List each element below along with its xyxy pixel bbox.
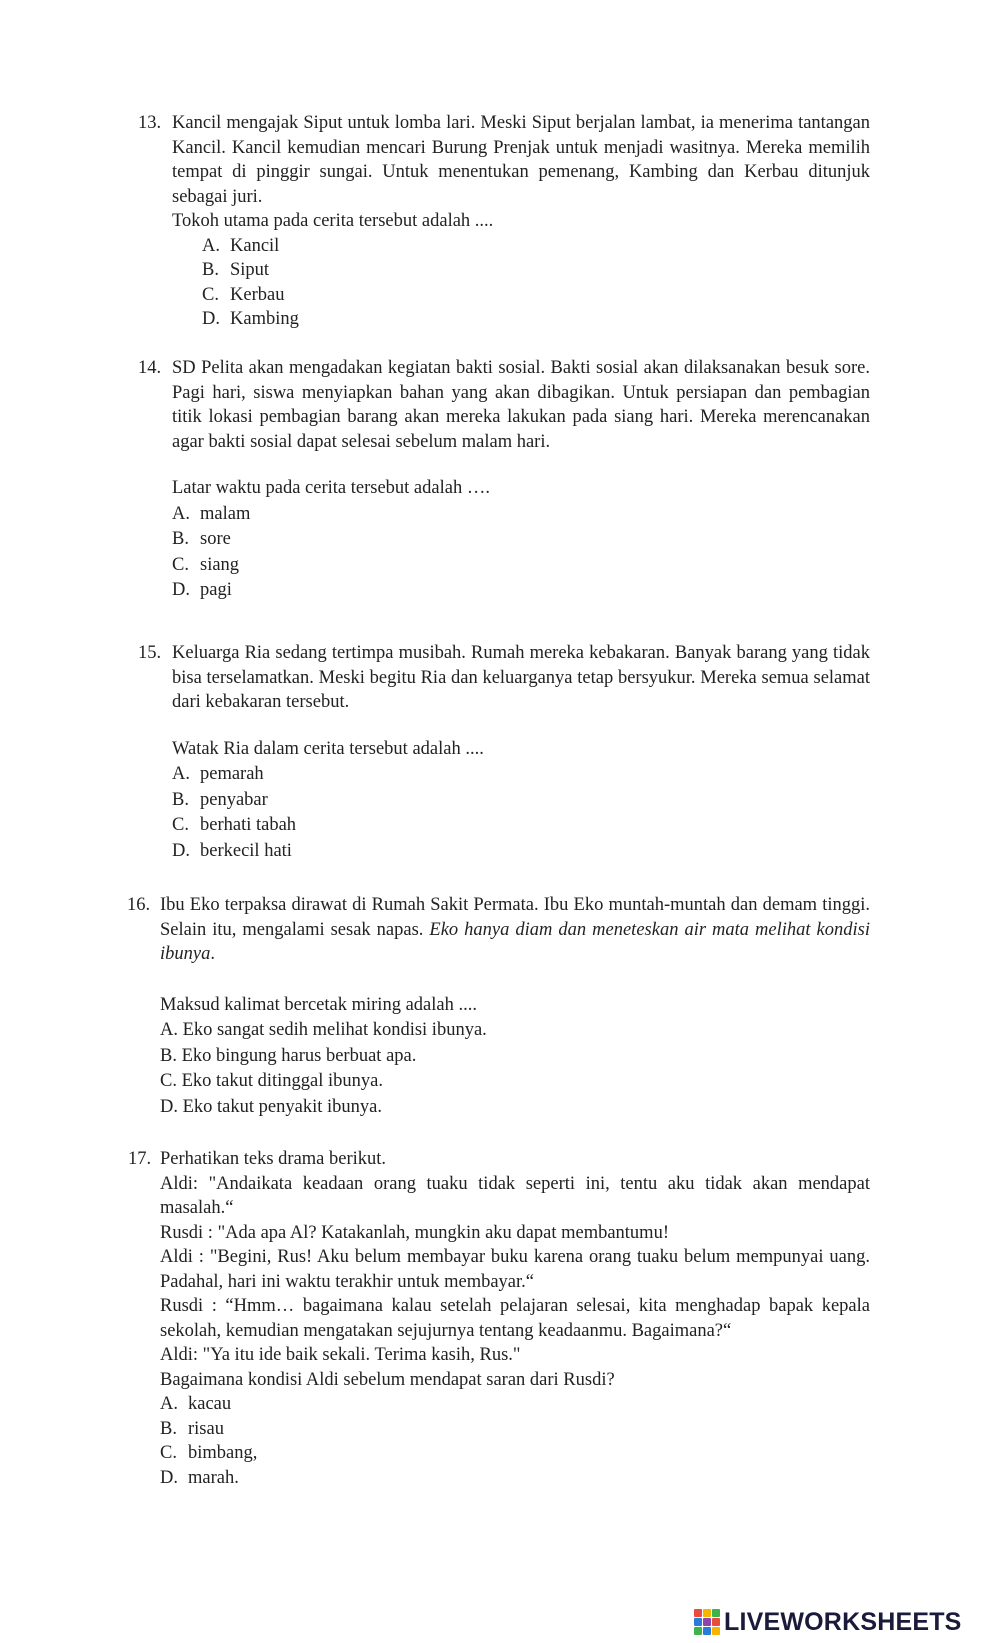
liveworksheets-logo bbox=[694, 1606, 994, 1638]
question-15 bbox=[138, 641, 870, 863]
question-number: 14. bbox=[138, 358, 162, 378]
answer-option-b[interactable]: B. Siput bbox=[202, 260, 270, 280]
question-16 bbox=[127, 893, 870, 1119]
answer-option-b[interactable]: B. risau bbox=[160, 1418, 224, 1439]
question-number: 15. bbox=[138, 643, 162, 663]
answer-option-d[interactable]: D. berkecil hati bbox=[172, 840, 292, 861]
answer-option-a[interactable]: A. malam bbox=[172, 503, 251, 524]
answer-option-b[interactable]: B. penyabar bbox=[172, 789, 268, 810]
question-number: 13. bbox=[138, 113, 162, 133]
question-17 bbox=[128, 1147, 870, 1490]
question-intro: Perhatikan teks drama berikut. bbox=[160, 1149, 387, 1169]
answer-option-b[interactable]: B. sore bbox=[172, 529, 231, 549]
question-14 bbox=[138, 356, 870, 603]
dialogue-line: Aldi: "Ya itu ide baik sekali. Terima kasih, Rus." bbox=[160, 1345, 521, 1365]
answer-option-a[interactable]: A. pemarah bbox=[172, 764, 264, 784]
question-13 bbox=[138, 111, 870, 332]
question-passage: Ibu Eko terpaksa dirawat di Rumah Sakit Permata. Ibu Eko muntah-muntah dan demam tinggi. Selain itu, mengalami sesak napas. Eko hanya diam dan meneteskan air mata melihat kondisi ibunya. bbox=[160, 895, 870, 964]
question-prompt: Tokoh utama pada cerita tersebut adalah .... bbox=[172, 211, 494, 231]
dialogue-line: Rusdi : “Hmm… bagaimana kalau setelah pelajaran selesai, kita menghadap bapak kepala sekolah, kemudian mengatakan sejujurnya tentang keadaanmu. Bagaimana?“ bbox=[160, 1296, 870, 1341]
answer-option-b[interactable]: B. Eko bingung harus berbuat apa. bbox=[160, 1045, 417, 1066]
answer-option-c[interactable]: C. Kerbau bbox=[202, 284, 285, 305]
answer-option-c[interactable]: C. berhati tabah bbox=[172, 815, 297, 835]
question-number: 16. bbox=[127, 895, 151, 915]
dialogue-line: Rusdi : "Ada apa Al? Katakanlah, mungkin aku dapat membantumu! bbox=[160, 1222, 669, 1243]
question-prompt: Watak Ria dalam cerita tersebut adalah .... bbox=[172, 738, 484, 759]
question-passage: Keluarga Ria sedang tertimpa musibah. Rumah mereka kebakaran. Banyak barang yang tidak bisa terselamatkan. Meski begitu Ria dan keluarganya tetap bersyukur. Mereka semua selamat dari kebakaran tersebut. bbox=[172, 643, 870, 712]
italic-sentence: Eko hanya diam dan meneteskan air mata melihat kondisi ibunya bbox=[160, 919, 870, 964]
answer-option-d[interactable]: D. pagi bbox=[172, 580, 232, 600]
logo-grid-icon bbox=[694, 1609, 720, 1635]
answer-option-d[interactable]: D. Kambing bbox=[202, 309, 299, 329]
answer-option-c[interactable]: C. siang bbox=[172, 554, 240, 575]
question-prompt: Bagaimana kondisi Aldi sebelum mendapat saran dari Rusdi? bbox=[160, 1369, 615, 1390]
question-passage: SD Pelita akan mengadakan kegiatan bakti sosial. Bakti sosial akan dilaksanakan besuk sore. Pagi hari, siswa menyiapkan bahan yang akan dibagikan. Untuk persiapan dan pembagian titik lokasi pembagian barang akan mereka lakukan pada siang hari. Mereka merencanakan agar bakti sosial dapat selesai sebelum malam hari. bbox=[172, 358, 870, 452]
question-prompt: Maksud kalimat bercetak miring adalah .... bbox=[160, 994, 477, 1015]
answer-option-a[interactable]: A. Eko sangat sedih melihat kondisi ibunya. bbox=[160, 1020, 487, 1040]
question-prompt: Latar waktu pada cerita tersebut adalah …. bbox=[172, 478, 490, 498]
question-number: 17. bbox=[128, 1149, 152, 1169]
answer-option-a[interactable]: A. Kancil bbox=[202, 235, 280, 256]
answer-option-a[interactable]: A. kacau bbox=[160, 1394, 232, 1414]
answer-option-c[interactable]: C. Eko takut ditinggal ibunya. bbox=[160, 1071, 384, 1091]
answer-option-c[interactable]: C. bimbang, bbox=[160, 1443, 258, 1463]
answer-option-d[interactable]: D. marah. bbox=[160, 1467, 239, 1488]
brand-name: LIVEWORKSHEETS bbox=[724, 1607, 962, 1636]
question-passage: Kancil mengajak Siput untuk lomba lari. Meski Siput berjalan lambat, ia menerima tantangan Kancil. Kancil kemudian mencari Burung Prenjak untuk menjadi wasitnya. Mereka memilih tempat di pinggir sungai. Untuk menentukan pemenang, Kambing dan Kerbau ditunjuk sebagai juri. bbox=[172, 113, 870, 207]
dialogue-line: Aldi : "Begini, Rus! Aku belum membayar buku karena orang tuaku belum mempunyai uang. Padahal, hari ini waktu terakhir untuk membayar.“ bbox=[160, 1247, 870, 1292]
answer-option-d[interactable]: D. Eko takut penyakit ibunya. bbox=[160, 1096, 382, 1117]
dialogue-line: Aldi: "Andaikata keadaan orang tuaku tidak seperti ini, tentu aku tidak akan mendapat masalah.“ bbox=[160, 1173, 870, 1218]
